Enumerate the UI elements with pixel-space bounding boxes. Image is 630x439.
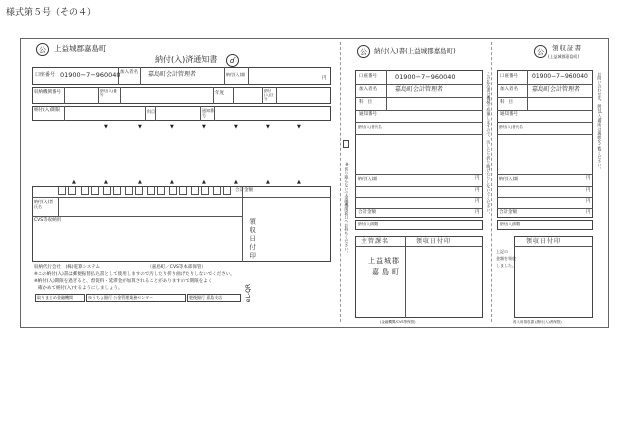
machine-note: この払込書は機械で処理しますので、汚したり折り曲げたりしないでください。 [486, 72, 492, 216]
slip3-subtitle: (上益城郡嘉島町) [548, 54, 580, 59]
payer-label: 納付(入)者氏名 [358, 125, 382, 129]
footnote: (金融機関/CVS等保管) [380, 320, 416, 324]
pay-amount-label: 納付(入)額 [226, 72, 246, 77]
treasury-block [355, 236, 483, 318]
period-label: 納付(入)期限 [34, 108, 61, 113]
yen-label: 円 [322, 76, 327, 81]
amount-label: 納付(入)額 [499, 176, 519, 181]
institution-label: 収納機関番号 [34, 90, 61, 95]
cut-note: ※切り取らないで金融機関窓口へお持ちください。 [344, 162, 350, 255]
yen-3: 円 [475, 199, 480, 204]
deadline-label: 納付(入)期限 [358, 222, 379, 226]
subscriber-value: 嘉島町会計管理者 [148, 71, 197, 78]
footer-line2: ※この納付(入)書は郵便振替払込書として使用しますので汚したり折り曲げたりしないでください。 [34, 272, 235, 277]
stamp-label: 領収日付印 [526, 238, 562, 245]
arrow-down-icon: ▼ [104, 124, 108, 130]
arrow-up-icon: ▲ [234, 179, 238, 185]
arrow-down-icon: ▼ [170, 124, 174, 130]
bank-label-2: 肥後銀行 嘉島支店 [189, 295, 223, 300]
footer-line3: ※納付(入)期限を過ぎると、督促料・延滞金が加算されることがありますので期限をよく [34, 279, 213, 284]
cvs-label: CVS等収納用 [34, 218, 62, 223]
notice-label: 通知番号 [202, 108, 214, 119]
acct-value: 01900−7−960040 [60, 71, 121, 79]
arrow-down-icon: ▼ [297, 124, 301, 130]
acct-value: 01900−7−960040 [532, 73, 588, 80]
slip1-title: 納付(入)済通知書 [155, 55, 218, 64]
arrow-up-icon: ▲ [72, 179, 76, 185]
side-mark: eL-QR [245, 284, 252, 303]
slip3-title: 領収証書 [552, 44, 582, 52]
row-institution [32, 87, 331, 104]
arrow-down-icon: ▼ [202, 124, 206, 130]
arrow-down-icon: ▼ [234, 124, 238, 130]
fiscal-label: 年度 [215, 91, 224, 96]
arrow-up-icon: ▲ [138, 179, 142, 185]
acct-label: 口座番号 [500, 74, 518, 79]
bank-label-1: ゆうちょ銀行 公金管理業務センター [88, 295, 154, 300]
perforation-line [340, 42, 341, 322]
acct-label: 口座番号 [359, 74, 377, 79]
subject-label: 科目 [147, 109, 155, 114]
receipt-stamp-block [514, 236, 593, 318]
title-mark-icon: ɗ [226, 54, 239, 67]
subject-label: 科目 [500, 100, 517, 105]
yen-4: 円 [586, 210, 591, 215]
yen-1: 円 [475, 176, 480, 181]
stamp-label: 領収日付印 [416, 238, 452, 245]
arrow-down-icon: ▼ [138, 124, 142, 130]
subscriber-value: 嘉島町会計管理者 [395, 86, 444, 93]
public-seal-icon: 公 [534, 45, 547, 58]
footer-line4: 確かめて納付(入)するようにしましょう。 [38, 286, 123, 291]
yen-2: 円 [475, 188, 480, 193]
arrow-up-icon: ▲ [297, 179, 301, 185]
arrow-up-icon: ▲ [266, 179, 270, 185]
inquiry-note: お問い合わせ先、納付(入)場所は裏面をご覧ください。 [597, 72, 603, 172]
pay-code-label: 納付(入)区分 [264, 89, 274, 102]
yen-2: 円 [586, 188, 591, 193]
payer-name-label: 納付(入)者氏名 [34, 199, 54, 210]
notice-label: 通知番号 [359, 112, 377, 117]
bank-label-0: 取りまとめ金融機関 [37, 295, 73, 300]
yen-4: 円 [475, 210, 480, 215]
pay-num-label: 納付(入)番号 [100, 89, 117, 98]
acct-label: 口座番号 [35, 72, 56, 78]
arrow-up-icon: ▲ [104, 179, 108, 185]
yen-3: 円 [586, 199, 591, 204]
arrow-up-icon: ▲ [202, 179, 206, 185]
arrow-down-icon: ▼ [266, 124, 270, 130]
notice-label: 通知番号 [500, 112, 518, 117]
issuer-name: 上益城郡嘉島町 [54, 44, 107, 53]
treasury-label: 主管課名 [361, 238, 390, 245]
subscriber-value: 嘉島町会計管理者 [532, 86, 581, 93]
arrow-up-icon: ▲ [170, 179, 174, 185]
total-label: 合計金額 [499, 210, 517, 215]
total-label: 合計金額 [358, 210, 376, 215]
stamp-label: 領収日付印 [248, 218, 257, 261]
subscriber-label: 加入者名 [120, 70, 138, 75]
receipt-note-3: しました。 [496, 263, 516, 268]
perforation-line [491, 42, 492, 322]
footer-line1: 収納代行会社 (株)電算システム （嘉島町／CVS等本部保管） [34, 265, 206, 270]
public-seal-icon: 公 [36, 43, 49, 56]
subscriber-label: 加入者名 [359, 87, 377, 92]
yen-1: 円 [586, 176, 591, 181]
footnote: 再入用領収書 (納付(入)者保管) [513, 320, 562, 324]
subject-label: 科目 [359, 100, 376, 105]
row-period [32, 106, 331, 121]
subscriber-label: 加入者名 [500, 87, 518, 92]
slip2-title: 納付(入)書(上益城郡嘉島町) [374, 47, 456, 55]
form-number: 様式第５号（その４） [6, 8, 97, 18]
deadline-label: 納付(入)期限 [500, 222, 521, 226]
public-seal-icon: 公 [357, 45, 370, 58]
amount-label: 納付(入)額 [358, 176, 378, 181]
acct-value: 01900−7−960040 [395, 73, 456, 81]
issuer-line-2: 嘉島町 [372, 268, 402, 276]
issuer-line-1: 上益城郡 [368, 257, 400, 265]
total-label: 合計金額 [235, 188, 253, 193]
receipt-note-1: 上記の [496, 249, 508, 254]
payer-label: 納付(入)者氏名 [499, 125, 523, 129]
punch-mark [343, 140, 349, 148]
receipt-note-2: 金額を領収 [496, 256, 516, 261]
